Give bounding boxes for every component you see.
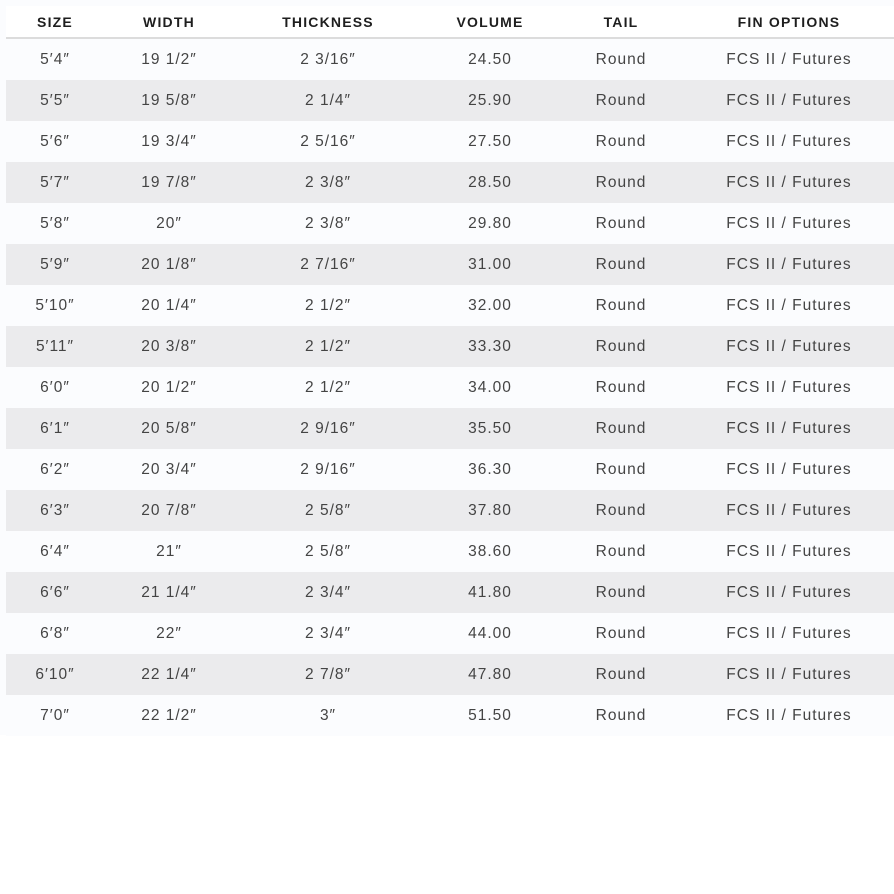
cell-volume: 24.50 xyxy=(422,38,558,80)
cell-thickness: 2 5/8″ xyxy=(234,490,422,531)
cell-size: 5′5″ xyxy=(6,80,104,121)
cell-width: 22 1/2″ xyxy=(104,695,234,736)
cell-thickness: 2 1/2″ xyxy=(234,367,422,408)
cell-size: 6′0″ xyxy=(6,367,104,408)
cell-thickness: 2 5/8″ xyxy=(234,531,422,572)
table-row xyxy=(6,613,894,654)
cell-thickness: 2 3/16″ xyxy=(234,38,422,80)
cell-thickness: 2 3/4″ xyxy=(234,572,422,613)
table-row xyxy=(6,490,894,531)
cell-thickness: 2 3/4″ xyxy=(234,613,422,654)
cell-tail: Round xyxy=(558,38,684,80)
cell-volume: 37.80 xyxy=(422,490,558,531)
column-header-width: WIDTH xyxy=(104,6,234,38)
cell-width: 22″ xyxy=(104,613,234,654)
table-row xyxy=(6,326,894,367)
cell-width: 20 1/4″ xyxy=(104,285,234,326)
cell-thickness: 2 5/16″ xyxy=(234,121,422,162)
cell-volume: 41.80 xyxy=(422,572,558,613)
cell-size: 6′3″ xyxy=(6,490,104,531)
size-chart-table xyxy=(6,6,894,736)
column-header-tail: TAIL xyxy=(558,6,684,38)
cell-tail: Round xyxy=(558,490,684,531)
cell-tail: Round xyxy=(558,613,684,654)
table-row xyxy=(6,244,894,285)
cell-fin-options: FCS II / Futures xyxy=(684,244,894,285)
cell-volume: 25.90 xyxy=(422,80,558,121)
cell-fin-options: FCS II / Futures xyxy=(684,285,894,326)
cell-tail: Round xyxy=(558,367,684,408)
cell-size: 5′7″ xyxy=(6,162,104,203)
cell-volume: 28.50 xyxy=(422,162,558,203)
cell-volume: 32.00 xyxy=(422,285,558,326)
cell-width: 20 1/8″ xyxy=(104,244,234,285)
cell-width: 19 5/8″ xyxy=(104,80,234,121)
cell-tail: Round xyxy=(558,654,684,695)
cell-size: 5′11″ xyxy=(6,326,104,367)
cell-tail: Round xyxy=(558,162,684,203)
cell-width: 22 1/4″ xyxy=(104,654,234,695)
cell-width: 20 1/2″ xyxy=(104,367,234,408)
cell-size: 5′8″ xyxy=(6,203,104,244)
cell-fin-options: FCS II / Futures xyxy=(684,531,894,572)
column-header-size: SIZE xyxy=(6,6,104,38)
cell-fin-options: FCS II / Futures xyxy=(684,367,894,408)
cell-fin-options: FCS II / Futures xyxy=(684,121,894,162)
cell-fin-options: FCS II / Futures xyxy=(684,408,894,449)
cell-fin-options: FCS II / Futures xyxy=(684,695,894,736)
cell-size: 6′6″ xyxy=(6,572,104,613)
column-header-thickness: THICKNESS xyxy=(234,6,422,38)
cell-thickness: 2 3/8″ xyxy=(234,203,422,244)
cell-tail: Round xyxy=(558,695,684,736)
table-row xyxy=(6,38,894,80)
cell-volume: 35.50 xyxy=(422,408,558,449)
cell-width: 19 1/2″ xyxy=(104,38,234,80)
cell-thickness: 2 9/16″ xyxy=(234,449,422,490)
cell-size: 5′6″ xyxy=(6,121,104,162)
cell-width: 20″ xyxy=(104,203,234,244)
cell-tail: Round xyxy=(558,285,684,326)
cell-tail: Round xyxy=(558,449,684,490)
cell-thickness: 2 1/2″ xyxy=(234,326,422,367)
cell-volume: 51.50 xyxy=(422,695,558,736)
cell-width: 20 3/4″ xyxy=(104,449,234,490)
table-row xyxy=(6,531,894,572)
table-row xyxy=(6,572,894,613)
cell-width: 19 7/8″ xyxy=(104,162,234,203)
cell-fin-options: FCS II / Futures xyxy=(684,162,894,203)
table-row xyxy=(6,285,894,326)
cell-fin-options: FCS II / Futures xyxy=(684,490,894,531)
cell-thickness: 2 1/2″ xyxy=(234,285,422,326)
cell-size: 6′8″ xyxy=(6,613,104,654)
cell-thickness: 2 7/16″ xyxy=(234,244,422,285)
table-row xyxy=(6,695,894,736)
cell-width: 20 3/8″ xyxy=(104,326,234,367)
table-row xyxy=(6,449,894,490)
column-header-fin-options: FIN OPTIONS xyxy=(684,6,894,38)
cell-volume: 31.00 xyxy=(422,244,558,285)
cell-tail: Round xyxy=(558,244,684,285)
table-row xyxy=(6,367,894,408)
cell-tail: Round xyxy=(558,408,684,449)
cell-thickness: 2 9/16″ xyxy=(234,408,422,449)
cell-volume: 34.00 xyxy=(422,367,558,408)
table-header xyxy=(6,6,894,38)
cell-tail: Round xyxy=(558,121,684,162)
cell-fin-options: FCS II / Futures xyxy=(684,38,894,80)
cell-size: 6′4″ xyxy=(6,531,104,572)
cell-fin-options: FCS II / Futures xyxy=(684,654,894,695)
cell-size: 5′9″ xyxy=(6,244,104,285)
cell-width: 20 7/8″ xyxy=(104,490,234,531)
table-row xyxy=(6,654,894,695)
cell-thickness: 2 3/8″ xyxy=(234,162,422,203)
cell-fin-options: FCS II / Futures xyxy=(684,613,894,654)
cell-tail: Round xyxy=(558,203,684,244)
table-row xyxy=(6,121,894,162)
cell-tail: Round xyxy=(558,80,684,121)
cell-size: 5′10″ xyxy=(6,285,104,326)
cell-volume: 36.30 xyxy=(422,449,558,490)
cell-thickness: 2 1/4″ xyxy=(234,80,422,121)
cell-width: 21 1/4″ xyxy=(104,572,234,613)
cell-size: 6′2″ xyxy=(6,449,104,490)
cell-thickness: 2 7/8″ xyxy=(234,654,422,695)
cell-fin-options: FCS II / Futures xyxy=(684,203,894,244)
cell-volume: 33.30 xyxy=(422,326,558,367)
cell-tail: Round xyxy=(558,531,684,572)
cell-fin-options: FCS II / Futures xyxy=(684,326,894,367)
column-header-volume: VOLUME xyxy=(422,6,558,38)
cell-width: 21″ xyxy=(104,531,234,572)
cell-volume: 27.50 xyxy=(422,121,558,162)
cell-volume: 38.60 xyxy=(422,531,558,572)
cell-fin-options: FCS II / Futures xyxy=(684,449,894,490)
table-body xyxy=(6,38,894,736)
cell-width: 19 3/4″ xyxy=(104,121,234,162)
table-row xyxy=(6,80,894,121)
cell-width: 20 5/8″ xyxy=(104,408,234,449)
table-row xyxy=(6,162,894,203)
cell-tail: Round xyxy=(558,326,684,367)
cell-size: 7′0″ xyxy=(6,695,104,736)
header-row xyxy=(6,6,894,38)
cell-fin-options: FCS II / Futures xyxy=(684,80,894,121)
table-row xyxy=(6,408,894,449)
cell-thickness: 3″ xyxy=(234,695,422,736)
cell-fin-options: FCS II / Futures xyxy=(684,572,894,613)
cell-volume: 29.80 xyxy=(422,203,558,244)
cell-volume: 47.80 xyxy=(422,654,558,695)
cell-size: 6′1″ xyxy=(6,408,104,449)
cell-volume: 44.00 xyxy=(422,613,558,654)
cell-size: 6′10″ xyxy=(6,654,104,695)
cell-tail: Round xyxy=(558,572,684,613)
cell-size: 5′4″ xyxy=(6,38,104,80)
table-row xyxy=(6,203,894,244)
